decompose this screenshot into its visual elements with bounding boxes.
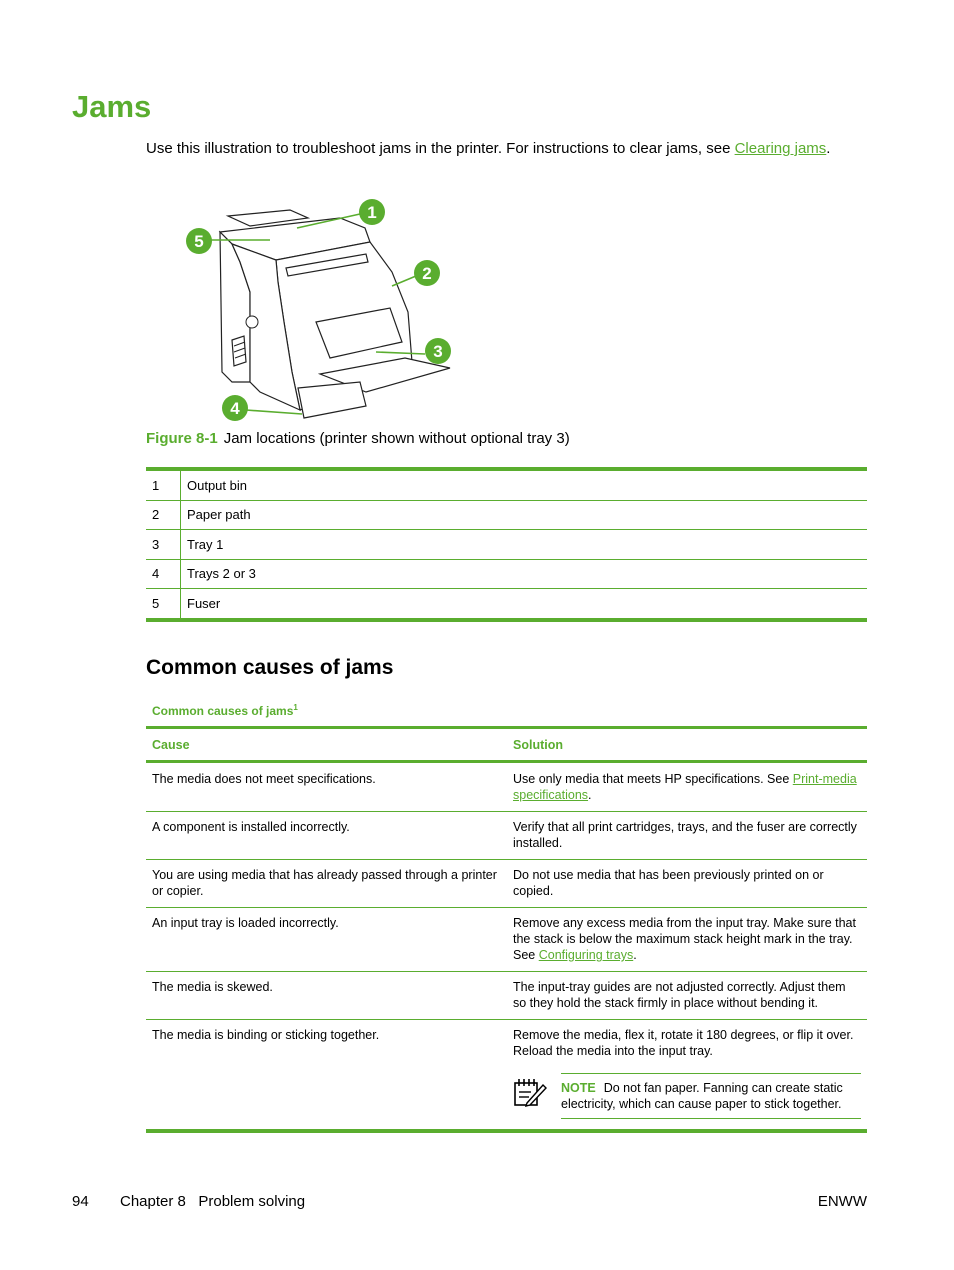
solution-cell: Do not use media that has been previously printed on or copied. bbox=[507, 860, 867, 908]
table-row bbox=[146, 530, 867, 560]
table-row bbox=[146, 469, 867, 500]
table-row bbox=[146, 972, 867, 1020]
table-row bbox=[146, 1020, 867, 1132]
note-box bbox=[561, 1073, 861, 1119]
table-row bbox=[146, 589, 867, 620]
solution-cell: Verify that all print cartridges, trays, and the fuser are correctly installed. bbox=[507, 812, 867, 860]
intro-paragraph bbox=[146, 139, 846, 158]
legend-num: 3 bbox=[146, 530, 181, 560]
legend-num: 2 bbox=[146, 500, 181, 530]
header-row bbox=[146, 728, 867, 762]
cause-header: Cause bbox=[146, 728, 507, 762]
legend-label: Trays 2 or 3 bbox=[181, 559, 868, 589]
table-row bbox=[146, 908, 867, 972]
print-media-specifications-link[interactable]: Print-media specifications bbox=[513, 772, 857, 802]
jam-locations-table bbox=[146, 467, 867, 622]
figure-caption-text: Jam locations (printer shown without optional tray 3) bbox=[223, 430, 570, 447]
footnote-marker: 1 bbox=[293, 703, 298, 712]
cause-cell: The media is binding or sticking together. bbox=[146, 1020, 507, 1132]
legend-label: Fuser bbox=[181, 589, 868, 620]
chapter-label: Chapter 8 Problem solving bbox=[120, 1193, 306, 1210]
table-caption bbox=[152, 703, 298, 718]
table-row bbox=[146, 762, 867, 812]
callout-3: 3 bbox=[433, 342, 443, 361]
solution-cell bbox=[507, 908, 867, 972]
page-number: 94 bbox=[72, 1193, 89, 1210]
solution-cell: The input-tray guides are not adjusted correctly. Adjust them so they hold the stack firmly in place without bending it. bbox=[507, 972, 867, 1020]
section-heading: Common causes of jams bbox=[146, 656, 394, 679]
causes-table bbox=[146, 726, 867, 1133]
cause-cell: A component is installed incorrectly. bbox=[146, 812, 507, 860]
note-pad-icon bbox=[513, 1077, 547, 1107]
solution-text: Remove any excess media from the input tray. Make sure that the stack is below the maximum stack height mark in the tray. See bbox=[513, 916, 856, 962]
table-row bbox=[146, 500, 867, 530]
note-block bbox=[513, 1073, 861, 1121]
solution-text: Remove the media, flex it, rotate it 180 degrees, or flip it over. Reload the media into the input tray. bbox=[513, 1028, 854, 1058]
callout-1: 1 bbox=[367, 203, 377, 222]
legend-num: 1 bbox=[146, 469, 181, 500]
intro-text: Use this illustration to troubleshoot jams in the printer. For instructions to clear jams, see bbox=[146, 140, 735, 157]
callout-5: 5 bbox=[194, 232, 204, 251]
solution-text: Use only media that meets HP specifications. See bbox=[513, 772, 793, 786]
note-text: Do not fan paper. Fanning can create static electricity, which can cause paper to stick together. bbox=[561, 1081, 843, 1111]
table-caption-text: Common causes of jams bbox=[152, 704, 294, 718]
cause-cell: The media does not meet specifications. bbox=[152, 772, 376, 786]
printer-drawing bbox=[180, 192, 460, 428]
figure-number: Figure 8-1 bbox=[146, 430, 218, 447]
solution-end: . bbox=[588, 788, 592, 802]
configuring-trays-link[interactable]: Configuring trays bbox=[538, 948, 634, 962]
callout-2: 2 bbox=[422, 264, 432, 283]
legend-num: 4 bbox=[146, 559, 181, 589]
solution-cell bbox=[507, 1020, 867, 1132]
solution-cell bbox=[507, 762, 867, 812]
legend-label: Paper path bbox=[181, 500, 868, 530]
table-row bbox=[146, 559, 867, 589]
figure-caption bbox=[146, 430, 570, 447]
table-row bbox=[146, 860, 867, 908]
cause-cell: The media is skewed. bbox=[146, 972, 507, 1020]
solution-end: . bbox=[633, 948, 637, 962]
footer-right: ENWW bbox=[817, 1193, 867, 1210]
table-row bbox=[146, 812, 867, 860]
printer-illustration bbox=[180, 192, 460, 428]
legend-label: Output bin bbox=[187, 477, 247, 493]
solution-header: Solution bbox=[507, 728, 867, 762]
clearing-jams-link[interactable]: Clearing jams bbox=[734, 140, 827, 157]
cause-cell: You are using media that has already passed through a printer or copier. bbox=[146, 860, 507, 908]
callout-4: 4 bbox=[230, 399, 240, 418]
legend-label: Tray 1 bbox=[181, 530, 868, 560]
cause-cell: An input tray is loaded incorrectly. bbox=[146, 908, 507, 972]
legend-num: 5 bbox=[146, 589, 181, 620]
page-title: Jams bbox=[72, 89, 152, 124]
intro-end: . bbox=[826, 140, 831, 157]
note-label: NOTE bbox=[561, 1081, 596, 1095]
